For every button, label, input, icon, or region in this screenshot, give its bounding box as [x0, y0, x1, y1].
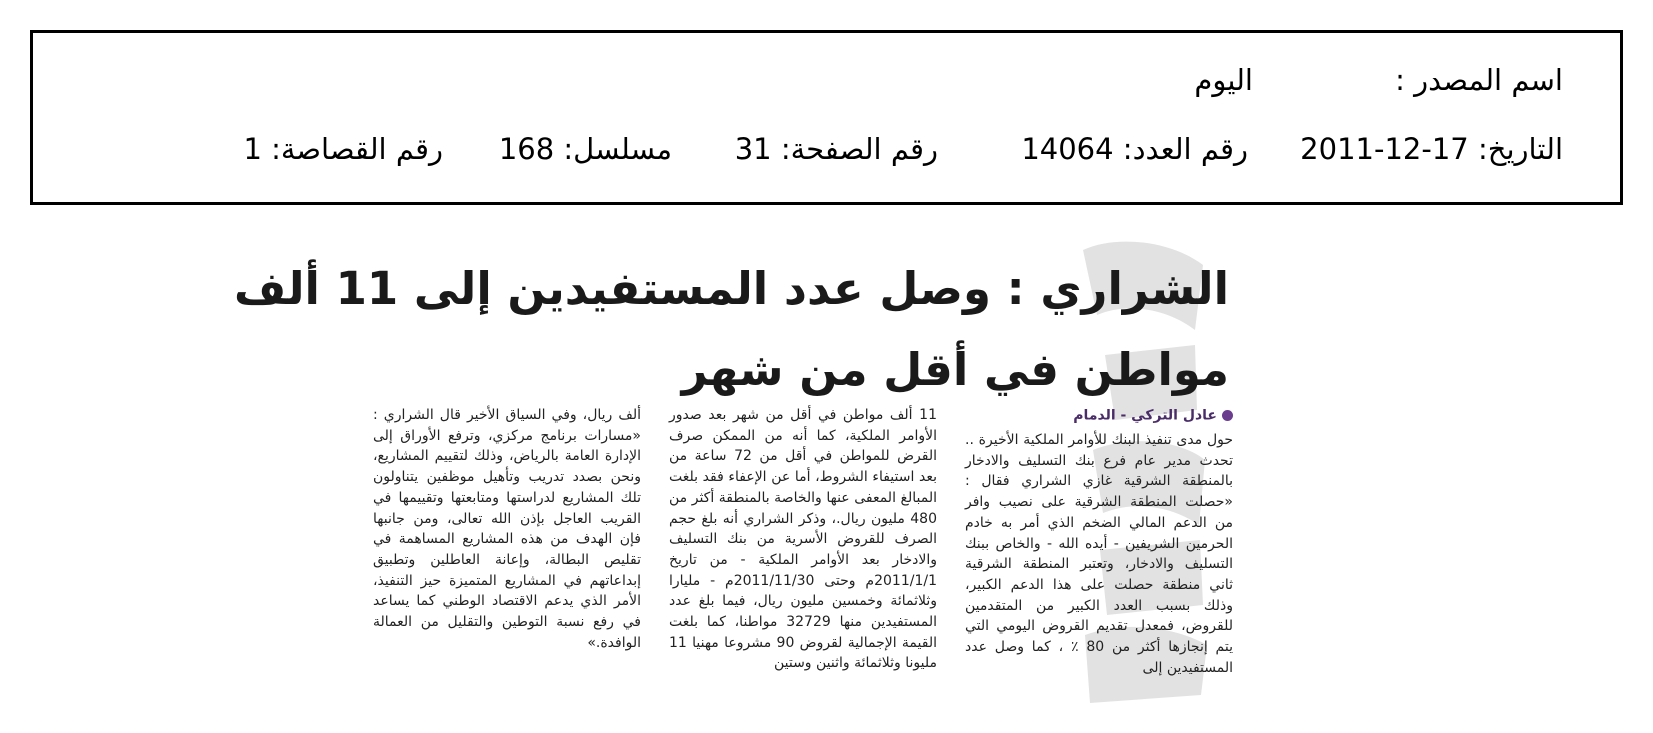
article-column-1: حول مدى تنفيذ البنك للأوامر الملكية الأخيرة .. تحدث مدير عام فرع بنك التسليف والادخار بالمنطقة الشرقية غازي الشراري فقال : «حصلت المنطقة الشرقية على نصيب وافر من الدعم المالي الضخم الذي أمر به خادم الحرمين الشريفين - أيده الله - والخاص ببنك التسليف والادخار، وتعتبر المنطقة الشرقية ثاني منطقة حصلت على هذا الدعم الكبير، وذلك بسبب العدد الكبير من المتقدمين للقروض، فمعدل تقديم القروض اليومي التي يتم إنجازها أكثر من 80 ٪ ، كما وصل عدد المستفيدين إلى [965, 432, 1233, 676]
byline [1073, 405, 1233, 424]
source-label: اسم المصدر : [1395, 63, 1563, 97]
headline-line-2: مواطن في أقل من شهر [681, 343, 1229, 396]
source-value: اليوم [1194, 63, 1253, 97]
clip-number-field: رقم القصاصة: 1 [243, 132, 443, 166]
issue-number-field: رقم العدد: 14064 [1021, 132, 1248, 166]
serial-field: مسلسل: 168 [498, 132, 672, 166]
article-column-3: ألف ريال، وفي السياق الأخير قال الشراري : «مسارات برنامج مركزي، وترفع الأوراق إلى الإدارة العامة بالرياض، وذلك لتقييم المشاريع، ونحن بصدد تدريب وتأهيل موظفين يتناولون تلك المشاريع لدراستها ومتابعتها وتقييمها في القريب العاجل بإذن الله تعالى، ومن جانبها فإن الهدف من هذه المشاريع المساهمة في تقليص البطالة، وإعانة العاطلين وتطبيق إبداعاتهم في المشاريع المتميزة حيز التنفيذ، الأمر الذي يدعم الاقتصاد الوطني كما يساعد في رفع نسبة التوطين والتقليل من العمالة الوافدة.» [373, 407, 641, 651]
page-number-field: رقم الصفحة: 31 [734, 132, 938, 166]
byline-bullet-icon [1222, 410, 1233, 421]
date-field: التاريخ: 17-12-2011 [1300, 132, 1563, 166]
byline-text: عادل التركي - الدمام [1073, 407, 1217, 424]
headline-line-1: الشراري : وصل عدد المستفيدين إلى 11 ألف [234, 262, 1229, 315]
article-column-2: 11 ألف مواطن في أقل من شهر بعد صدور الأوامر الملكية، كما أنه من الممكن صرف القرض للمواطن في أقل من 72 ساعة من بعد استيفاء الشروط، أما عن الإعفاء فقد بلغت المبالغ المعفى عنها والخاصة بالمنطقة أكثر من 480 مليون ريال.، وذكر الشراري أنه بلغ حجم الصرف للقروض الأسرية من بنك التسليف والادخار بعد الأوامر الملكية - من تاريخ 2011/1/1م وحتى 2011/11/30م - مليارا وثلاثمائة وخمسين مليون ريال، فيما بلغ عدد المستفيدين منها 32729 مواطنا، كما بلغت القيمة الإجمالية لقروض 90 مشروعا مهنيا 11 مليونا وثلاثمائة واثنين وستين [669, 407, 937, 672]
